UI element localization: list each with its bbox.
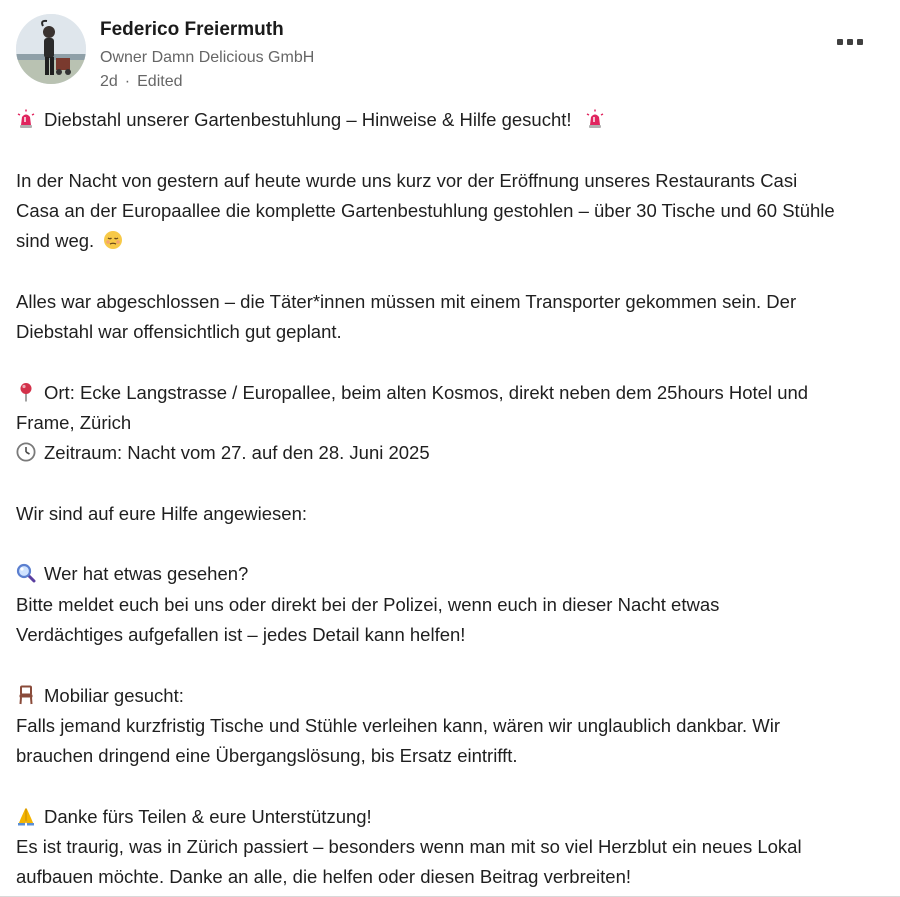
paragraph-line: Falls jemand kurzfristig Tische und Stühle verleihen kann, wären wir unglaublich dankbar. Wir <box>16 714 781 736</box>
paragraph-text: sind weg. <box>16 230 95 252</box>
blank-line <box>16 650 900 680</box>
paragraph-line: In der Nacht von gestern auf heute wurde uns kurz vor der Eröffnung unseres Restaurants Casi <box>16 169 798 191</box>
time-line <box>16 438 900 468</box>
location-line-2: Frame, Zürich <box>16 411 132 433</box>
paragraph-line: Bitte meldet euch bei uns oder direkt bei der Polizei, wenn euch in dieser Nacht etwas <box>16 593 720 615</box>
blank-line <box>16 347 900 377</box>
thanks-heading: Danke fürs Teilen & eure Unterstützung! <box>44 805 372 827</box>
blank-line <box>16 256 900 286</box>
post-title-line <box>16 105 900 135</box>
magnifying-glass-emoji <box>16 563 36 583</box>
blank-line <box>16 772 900 802</box>
post-time: 2d <box>100 73 118 90</box>
chair-emoji <box>16 685 36 705</box>
siren-emoji <box>585 109 605 129</box>
post-meta <box>100 73 183 91</box>
time-text: Zeitraum: Nacht vom 27. auf den 28. Juni 2025 <box>44 442 430 464</box>
more-dot <box>837 39 843 45</box>
help-intro: Wir sind auf eure Hilfe angewiesen: <box>16 502 308 524</box>
post-title: Diebstahl unserer Gartenbestuhlung – Hinweise & Hilfe gesucht! <box>44 109 572 130</box>
post-header <box>0 0 900 100</box>
avatar-photo <box>16 14 86 84</box>
folded-hands-emoji <box>16 806 36 826</box>
siren-emoji <box>16 109 36 129</box>
paragraph-line: Casa an der Europaallee die komplette Gartenbestuhlung gestohlen – über 30 Tische und 60 Stühle <box>16 199 835 221</box>
edited-label: Edited <box>137 73 183 90</box>
furniture-heading-line <box>16 681 900 711</box>
author-headline: Owner Damn Delicious GmbH <box>100 49 315 66</box>
more-options-icon[interactable] <box>830 30 870 54</box>
paragraph-line: Verdächtiges aufgefallen ist – jedes Detail kann helfen! <box>16 624 466 646</box>
more-dot <box>847 39 853 45</box>
paragraph-line: Es ist traurig, was in Zürich passiert – besonders wenn man mit so viel Herzblut ein neues Lokal <box>16 836 802 858</box>
paragraph-line: Diebstahl war offensichtlich gut geplant. <box>16 321 342 343</box>
blank-line <box>16 135 900 165</box>
more-dot <box>857 39 863 45</box>
location-text: Ort: Ecke Langstrasse / Europallee, beim alten Kosmos, direkt neben dem 25hours Hotel und <box>44 381 809 403</box>
blank-line <box>16 469 900 499</box>
thanks-heading-line <box>16 802 900 832</box>
paragraph-line: Alles war abgeschlossen – die Täter*innen müssen mit einem Transporter gekommen sein. Der <box>16 290 797 312</box>
pensive-face-emoji <box>103 230 123 250</box>
furniture-heading: Mobiliar gesucht: <box>44 684 184 706</box>
paragraph-line <box>16 226 900 256</box>
seen-heading-line <box>16 559 900 589</box>
avatar[interactable] <box>16 14 86 84</box>
location-line <box>16 378 900 408</box>
meta-separator: · <box>124 73 131 90</box>
author-name[interactable]: Federico Freiermuth <box>100 19 284 40</box>
clock-emoji <box>16 442 36 462</box>
seen-heading: Wer hat etwas gesehen? <box>44 563 249 585</box>
post-body <box>16 105 900 893</box>
paragraph-line: brauchen dringend eine Übergangslösung, bis Ersatz eintrifft. <box>16 745 518 767</box>
paragraph-line: aufbauen möchte. Danke an alle, die helfen oder diesen Beitrag verbreiten! <box>16 866 632 888</box>
blank-line <box>16 529 900 559</box>
round-pushpin-emoji <box>16 382 36 402</box>
